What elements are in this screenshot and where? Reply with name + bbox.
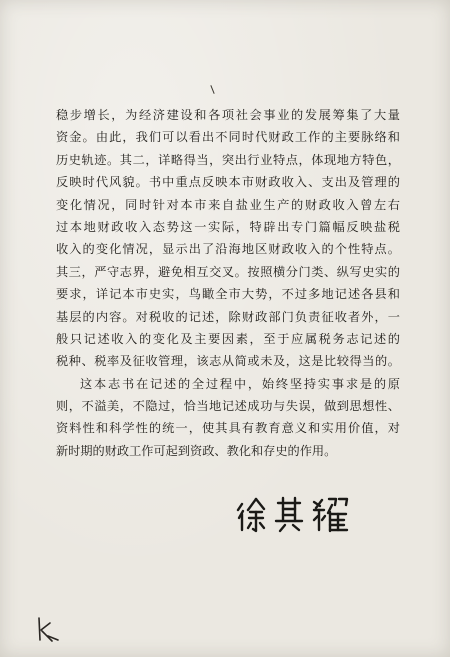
text-line: 要求，详记本市史实，鸟瞰全市大势，不过多地记述各县和: [56, 287, 400, 302]
text-line: 收入的变化情况，显示出了沿海地区财政收入的个性特点。: [56, 242, 400, 257]
text-line: 历史轨迹。其二，详略得当，突出行业特点，体现地方特色，: [56, 152, 400, 167]
text-line: 资金。由此，我们可以看出不同时代财政工作的主要脉络和: [56, 130, 400, 145]
text-line: 变化情况，同时针对本市来自盐业生产的财政收入曾左右: [56, 197, 400, 212]
text-line: 基层的内容。对税收的记述，除财政部门负责征收者外，一: [56, 309, 400, 324]
body-text: [56, 104, 400, 462]
text-line: 税种、税率及征收管理，该志从简或未及，这是比较得当的。: [56, 354, 400, 369]
handwritten-corner-mark: [34, 614, 62, 644]
stray-pen-mark: [210, 85, 214, 94]
text-line: 资料性和科学性的统一，使其具有教育意义和实用价值，对: [56, 421, 400, 436]
text-line: 则，不溢美，不隐过，恰当地记述成功与失误，做到思想性、: [56, 399, 400, 414]
text-line: 这本志书在记述的全过程中，始终坚持实事求是的原: [80, 376, 400, 391]
text-line: 其三，严守志界，避免相互交叉。按照横分门类、纵写史实的: [56, 264, 400, 279]
handwritten-signature: [236, 494, 352, 536]
text-line: 反映时代风貌。书中重点反映本市财政收入、支出及管理的: [56, 175, 400, 190]
text-line: 般只记述收入的变化及主要因素，至于应属税务志记述的: [56, 331, 400, 346]
text-line: 新时期的财政工作可起到资政、教化和存史的作用。: [56, 443, 337, 458]
text-line: 稳步增长，为经济建设和各项社会事业的发展筹集了大量: [56, 108, 400, 122]
text-line: 过本地财政收入态势这一实际，特辟出专门篇幅反映盐税: [56, 219, 400, 234]
